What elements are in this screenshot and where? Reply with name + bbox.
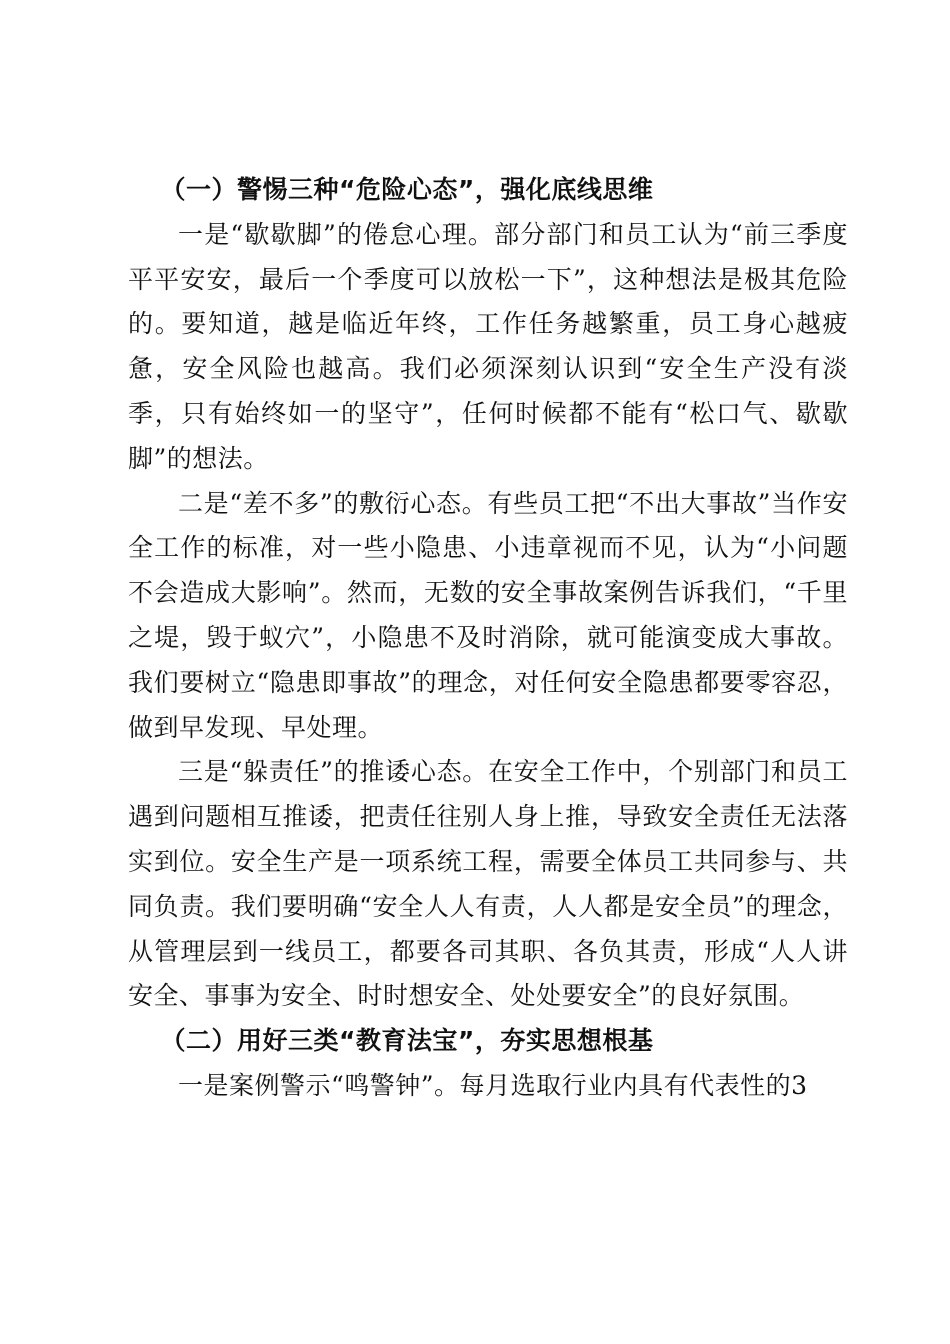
paragraph-3: 三是“躲责任”的推诿心态。在安全工作中，个别部门和员工遇到问题相互推诿，把责任往别人身上推，导致安全责任无法落实到位。安全生产是一项系统工程，需要全体员工共同参与、共同负责。我们要明确“安全人人有责，人人都是安全员”的理念，从管理层到一线员工，都要各司其职、各负其责，形成“人人讲安全、事事为安全、时时想安全、处处要安全”的良好氛围。 (128, 757, 848, 1011)
section-heading-1: （一）警惕三种“危险心态”，强化底线思维 (160, 175, 654, 204)
paragraph-1: 一是“歇歇脚”的倦怠心理。部分部门和员工认为“前三季度平平安安，最后一个季度可以放松一下”，这种想法是极其危险的。要知道，越是临近年终，工作任务越繁重，员工身心越疲惫，安全风险也越高。我们必须深刻认识到“安全生产没有淡季，只有始终如一的坚守”，任何时候都不能有“松口气、歇歇脚”的想法。 (128, 219, 848, 473)
paragraph-2: 二是“差不多”的敷衍心态。有些员工把“不出大事故”当作安全工作的标准，对一些小隐患、小违章视而不见，认为“小问题不会造成大影响”。然而，无数的安全事故案例告诉我们，“千里之堤，毁于蚁穴”，小隐患不及时消除，就可能演变成大事故。我们要树立“隐患即事故”的理念，对任何安全隐患都要零容忍，做到早发现、早处理。 (128, 488, 848, 742)
section-heading-2: （二）用好三类“教育法宝”，夯实思想根基 (160, 1026, 654, 1056)
paragraph-4: 一是案例警示“鸣警钟”。每月选取行业内具有代表性的3 (178, 1070, 808, 1100)
document-body (128, 168, 848, 1109)
